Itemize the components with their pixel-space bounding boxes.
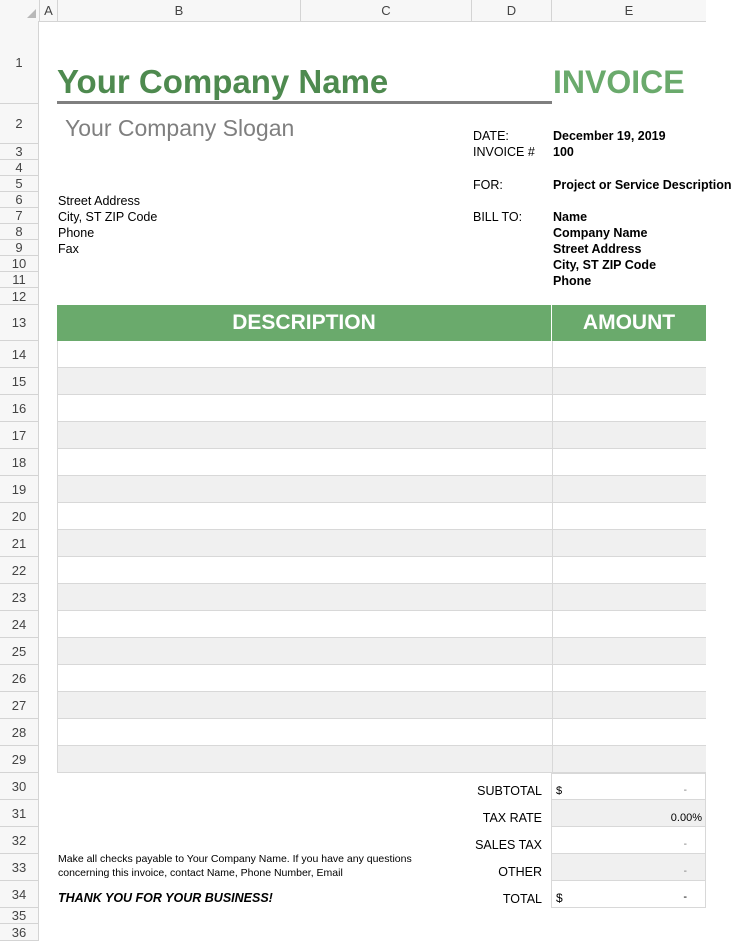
description-cell[interactable] [58,368,552,394]
amount-cell[interactable] [553,692,707,718]
table-row[interactable] [57,584,706,611]
row-header[interactable]: 3 [0,144,39,160]
table-header [57,305,706,341]
total-currency: $ [556,891,563,905]
description-cell[interactable] [58,665,552,691]
amount-cell[interactable] [553,422,707,448]
description-cell[interactable] [58,638,552,664]
company-street[interactable]: Street Address [58,194,140,208]
row-header[interactable]: 36 [0,924,39,941]
row-header[interactable]: 31 [0,800,39,827]
row-header[interactable]: 25 [0,638,39,665]
description-cell[interactable] [58,611,552,637]
table-row[interactable] [57,746,706,773]
table-row[interactable] [57,665,706,692]
row-header[interactable]: 35 [0,908,39,924]
payment-note-line2[interactable]: concerning this invoice, contact Name, Phone Number, Email [58,867,343,879]
row-header[interactable]: 9 [0,240,39,256]
table-row[interactable] [57,422,706,449]
table-row[interactable] [57,719,706,746]
row-header[interactable]: 19 [0,476,39,503]
description-cell[interactable] [58,719,552,745]
row-header[interactable]: 8 [0,224,39,240]
amount-header[interactable]: AMOUNT [582,311,676,334]
description-cell[interactable] [58,746,552,772]
row-header[interactable]: 12 [0,288,39,305]
description-cell[interactable] [58,449,552,475]
row-header[interactable]: 5 [0,176,39,192]
company-city[interactable]: City, ST ZIP Code [58,210,158,224]
sales-tax-label: SALES TAX [475,838,542,852]
description-cell[interactable] [58,341,552,367]
sales-tax-cell[interactable] [551,827,706,854]
row-header[interactable]: 10 [0,256,39,272]
subtotal-cell[interactable] [551,773,706,800]
date-label: DATE: [473,129,509,143]
column-header-e[interactable]: E [624,3,634,18]
column-header-bar [0,0,706,22]
subtotal-value: - [683,785,687,796]
table-row[interactable] [57,638,706,665]
subtotal-label: SUBTOTAL [477,784,542,798]
column-header-a[interactable]: A [40,0,58,21]
for-label: FOR: [473,178,503,192]
amount-cell[interactable] [553,557,707,583]
row-header[interactable]: 11 [0,272,39,288]
description-cell[interactable] [58,557,552,583]
tax-rate-cell[interactable] [551,800,706,827]
row-header[interactable]: 16 [0,395,39,422]
table-row[interactable] [57,395,706,422]
amount-cell[interactable] [553,476,707,502]
row-header[interactable]: 17 [0,422,39,449]
row-header[interactable]: 32 [0,827,39,854]
description-cell[interactable] [58,476,552,502]
tax-rate-value: 0.00% [670,812,702,824]
row-header[interactable]: 24 [0,611,39,638]
description-cell[interactable] [58,584,552,610]
bill-to-company[interactable]: Company Name [553,226,648,240]
row-header[interactable]: 29 [0,746,39,773]
bill-to-phone[interactable]: Phone [553,274,592,288]
row-header[interactable]: 27 [0,692,39,719]
bill-to-city[interactable]: City, ST ZIP Code [553,258,657,272]
bill-to-street[interactable]: Street Address [553,242,642,256]
table-row[interactable] [57,449,706,476]
row-header[interactable]: 34 [0,881,39,908]
other-label: OTHER [498,865,542,879]
row-header[interactable]: 7 [0,208,39,224]
amount-cell[interactable] [553,638,707,664]
sales-tax-value: - [683,839,687,850]
table-row[interactable] [57,341,706,368]
amount-cell[interactable] [553,665,707,691]
amount-cell[interactable] [553,395,707,421]
row-header[interactable]: 22 [0,557,39,584]
table-row[interactable] [57,530,706,557]
row-header[interactable]: 15 [0,368,39,395]
invoice-number-value[interactable]: 100 [553,145,574,159]
row-header[interactable]: 13 [0,305,39,341]
tax-rate-label: TAX RATE [482,811,542,825]
amount-cell[interactable] [553,719,707,745]
subtotal-currency: $ [556,785,563,797]
row-header[interactable]: 33 [0,854,39,881]
for-value[interactable]: Project or Service Description [553,178,732,192]
row-header[interactable]: 21 [0,530,39,557]
amount-cell[interactable] [553,503,707,529]
row-header[interactable]: 4 [0,160,39,176]
amount-cell[interactable] [553,584,707,610]
amount-cell[interactable] [553,746,707,772]
table-row[interactable] [57,503,706,530]
column-header-c[interactable]: C [301,0,472,21]
company-slogan[interactable]: Your Company Slogan [65,115,295,141]
bill-to-label: BILL TO: [473,210,523,224]
row-header[interactable]: 28 [0,719,39,746]
amount-cell[interactable] [553,530,707,556]
bill-to-name[interactable]: Name [553,210,588,224]
description-cell[interactable] [58,503,552,529]
row-header[interactable]: 2 [0,104,39,144]
row-header[interactable]: 20 [0,503,39,530]
select-all-corner[interactable] [0,0,40,21]
payment-note-line1[interactable]: Make all checks payable to Your Company Name. If you have any questions [58,853,412,865]
table-row[interactable] [57,476,706,503]
company-name[interactable]: Your Company Name [57,63,389,100]
row-header[interactable]: 6 [0,192,39,208]
amount-cell[interactable] [553,368,707,394]
company-phone[interactable]: Phone [58,226,95,240]
table-row[interactable] [57,692,706,719]
amount-cell[interactable] [553,449,707,475]
total-label: TOTAL [502,892,542,906]
description-cell[interactable] [58,692,552,718]
thank-you-message[interactable]: THANK YOU FOR YOUR BUSINESS! [58,891,273,905]
other-cell[interactable] [551,854,706,881]
title-underline [57,101,552,104]
amount-cell[interactable] [553,341,707,367]
description-cell[interactable] [58,530,552,556]
other-value: - [683,866,687,877]
total-cell[interactable] [551,881,706,908]
row-header[interactable]: 1 [0,21,39,104]
table-row[interactable] [57,557,706,584]
description-cell[interactable] [58,422,552,448]
description-header[interactable]: DESCRIPTION [232,311,376,334]
row-header[interactable]: 14 [0,341,39,368]
amount-cell[interactable] [553,611,707,637]
table-row[interactable] [57,368,706,395]
column-header-d[interactable]: D [472,0,552,21]
row-header[interactable]: 26 [0,665,39,692]
description-cell[interactable] [58,395,552,421]
table-row[interactable] [57,611,706,638]
total-value: - [683,891,687,903]
date-value[interactable]: December 19, 2019 [553,129,666,143]
invoice-number-label: INVOICE # [473,145,535,159]
row-header[interactable]: 18 [0,449,39,476]
invoice-title[interactable]: INVOICE [553,64,685,100]
row-header[interactable]: 23 [0,584,39,611]
row-header[interactable]: 30 [0,773,39,800]
company-fax[interactable]: Fax [58,242,79,256]
column-header-b[interactable]: B [58,0,301,21]
